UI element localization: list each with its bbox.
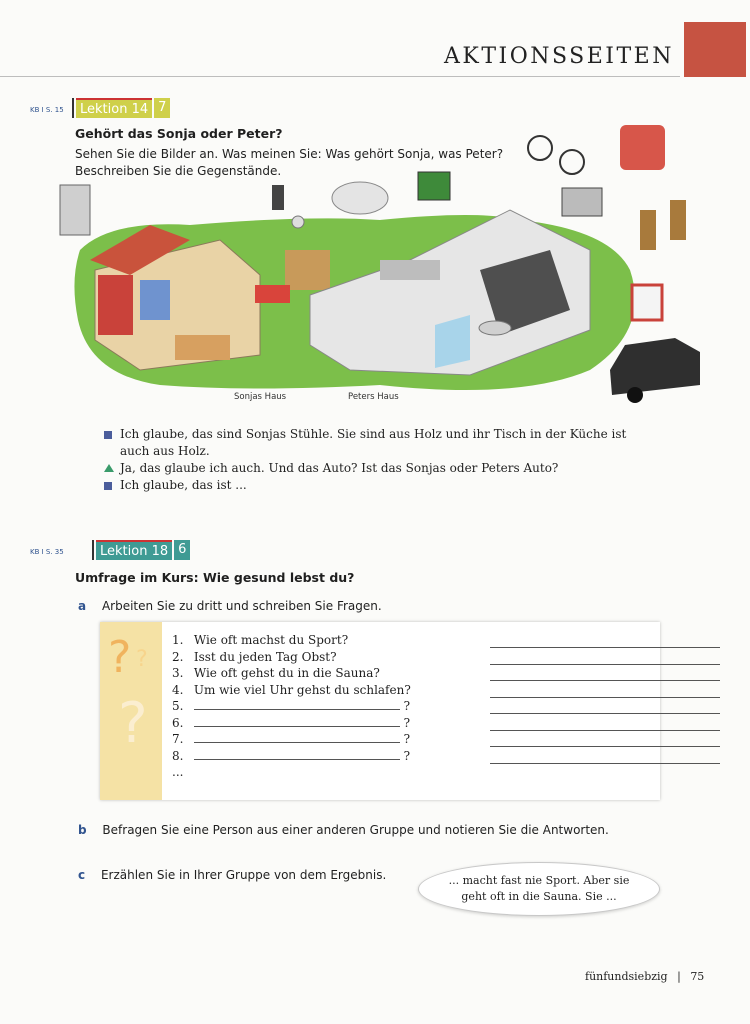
kb-reference-1: KB I S. 15 bbox=[30, 106, 64, 114]
lesson-tag-18 bbox=[92, 540, 190, 560]
question-row bbox=[172, 764, 411, 781]
svg-text:?: ? bbox=[136, 647, 148, 672]
question-number: 8. bbox=[172, 748, 184, 763]
chair-object-1 bbox=[640, 210, 656, 250]
task-letter: a bbox=[78, 599, 87, 613]
more-ellipsis: ... bbox=[172, 765, 184, 779]
phone-object bbox=[272, 185, 284, 210]
chair-object-2 bbox=[670, 200, 686, 240]
laptop-object bbox=[562, 188, 602, 216]
question-mark-strip bbox=[100, 622, 162, 800]
sonja-red-wall bbox=[98, 275, 133, 335]
svg-text:?: ? bbox=[118, 691, 148, 756]
sonja-shelf bbox=[285, 250, 330, 290]
section1-title: Gehört das Sonja oder Peter? bbox=[75, 126, 283, 141]
bag-object bbox=[332, 182, 388, 214]
section1-instruction-2: Beschreiben Sie die Gegenstände. bbox=[75, 164, 282, 178]
lesson-tag-number: 7 bbox=[154, 98, 170, 118]
answer-line[interactable] bbox=[490, 713, 720, 714]
question-number: 6. bbox=[172, 715, 184, 730]
footer-separator: | bbox=[677, 970, 681, 983]
fridge-object bbox=[60, 185, 90, 235]
task-a bbox=[78, 598, 382, 615]
caption-peters-haus: Peters Haus bbox=[348, 392, 399, 402]
sonja-blue-room bbox=[140, 280, 170, 320]
lesson-tag-label: Lektion 14 bbox=[76, 98, 152, 118]
question-row bbox=[172, 682, 411, 699]
question-box bbox=[100, 622, 660, 800]
dialogue-text: Ich glaube, das ist ... bbox=[120, 478, 247, 492]
speech-bubble bbox=[418, 862, 660, 916]
armchair-object bbox=[620, 125, 665, 170]
header-divider bbox=[0, 76, 680, 77]
page-title: AKTIONSSEITEN bbox=[444, 44, 674, 69]
sonja-kitchen bbox=[175, 335, 230, 360]
peter-table bbox=[479, 321, 511, 335]
task-b bbox=[78, 822, 609, 839]
task-text: Erzählen Sie in Ihrer Gruppe von dem Ergebnis. bbox=[100, 868, 387, 882]
answer-line[interactable] bbox=[490, 763, 720, 764]
question-number: 3. bbox=[172, 666, 184, 680]
page-number: 75 bbox=[690, 970, 705, 983]
dialogue-text: auch aus Holz. bbox=[120, 444, 210, 458]
bicycle-wheel-1 bbox=[528, 136, 552, 160]
task-letter: c bbox=[78, 868, 86, 882]
question-number: 1. bbox=[172, 633, 184, 647]
dialogue-line-1 bbox=[120, 426, 640, 460]
answer-line[interactable] bbox=[490, 664, 720, 665]
houses-illustration bbox=[50, 100, 710, 415]
bicycle-wheel-2 bbox=[560, 150, 584, 174]
question-row bbox=[172, 698, 411, 715]
question-text: Isst du jeden Tag Obst? bbox=[193, 649, 337, 664]
section2-title: Umfrage im Kurs: Wie gesund lebst du? bbox=[75, 570, 355, 585]
question-row bbox=[172, 665, 411, 682]
question-blank[interactable] bbox=[194, 731, 400, 743]
task-text: Arbeiten Sie zu dritt und schreiben Sie Fragen. bbox=[101, 599, 382, 613]
caption-sonjas-haus: Sonjas Haus bbox=[234, 392, 287, 402]
question-row bbox=[172, 632, 411, 649]
question-text: Wie oft gehst du in die Sauna? bbox=[193, 666, 380, 680]
question-blank[interactable] bbox=[194, 715, 400, 727]
answer-line[interactable] bbox=[490, 730, 720, 731]
lesson-tag-number: 6 bbox=[174, 540, 190, 560]
question-row bbox=[172, 715, 411, 732]
section1-instruction-1: Sehen Sie die Bilder an. Was meinen Sie: Was gehört Sonja, was Peter? bbox=[75, 147, 504, 161]
answer-line[interactable] bbox=[490, 697, 720, 698]
task-c bbox=[78, 867, 386, 884]
question-mark: ? bbox=[403, 715, 411, 730]
answer-line[interactable] bbox=[490, 647, 720, 648]
question-mark: ? bbox=[403, 748, 411, 763]
question-number: 5. bbox=[172, 699, 184, 713]
sonja-sofa bbox=[255, 285, 290, 303]
lesson-tag-bar bbox=[92, 540, 94, 560]
page-footer bbox=[585, 970, 704, 983]
dialogue-line-2 bbox=[120, 460, 640, 477]
dialogue-text: Ich glaube, das sind Sonjas Stühle. Sie sind aus Holz und ihr Tisch in der Küche ist bbox=[120, 427, 627, 441]
cd-object bbox=[292, 216, 304, 228]
square-marker-icon bbox=[104, 431, 112, 439]
peter-kitchen-unit bbox=[380, 260, 440, 280]
question-row bbox=[172, 649, 411, 666]
svg-text:?: ? bbox=[108, 632, 132, 683]
question-row bbox=[172, 731, 411, 748]
dialogue-line-3 bbox=[120, 477, 640, 494]
answer-line[interactable] bbox=[490, 680, 720, 681]
picture-object bbox=[632, 285, 662, 320]
lesson-tag-label: Lektion 18 bbox=[96, 540, 172, 560]
car-wheel bbox=[627, 387, 643, 403]
question-text: Wie oft machst du Sport? bbox=[193, 633, 349, 647]
tv-object bbox=[418, 172, 450, 200]
dialogue-text: Ja, das glaube ich auch. Und das Auto? Ist das Sonjas oder Peters Auto? bbox=[120, 461, 559, 475]
question-mark: ? bbox=[403, 732, 411, 746]
question-mark-decoration-icon bbox=[100, 622, 162, 800]
header-color-block bbox=[684, 22, 746, 77]
question-number: 4. bbox=[172, 682, 184, 697]
task-text: Befragen Sie eine Person aus einer anderen Gruppe und notieren Sie die Antworten. bbox=[102, 823, 609, 837]
bubble-text-line: geht oft in die Sauna. Sie ... bbox=[461, 890, 617, 903]
question-text: Um wie viel Uhr gehst du schlafen? bbox=[193, 682, 411, 697]
question-number: 7. bbox=[172, 732, 184, 746]
kb-reference-2: KB I S. 35 bbox=[30, 548, 64, 556]
question-number: 2. bbox=[172, 649, 184, 664]
question-blank[interactable] bbox=[194, 698, 400, 710]
page-number-word: fünfundsiebzig bbox=[585, 970, 668, 983]
question-row bbox=[172, 748, 411, 765]
question-list bbox=[172, 632, 411, 781]
bubble-text-line: ... macht fast nie Sport. Aber sie bbox=[448, 874, 630, 887]
car-object bbox=[610, 338, 700, 395]
question-mark: ? bbox=[403, 699, 411, 713]
task-letter: b bbox=[78, 823, 87, 837]
triangle-marker-icon bbox=[104, 464, 114, 472]
question-blank[interactable] bbox=[194, 748, 400, 760]
answer-line[interactable] bbox=[490, 746, 720, 747]
square-marker-icon bbox=[104, 482, 112, 490]
